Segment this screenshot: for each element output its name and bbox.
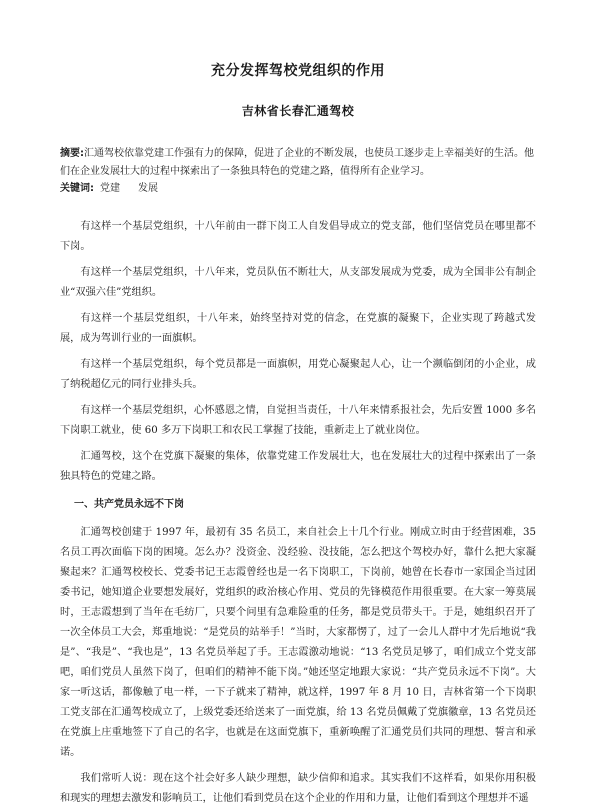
paragraph: 有这样一个基层党组织，十八年来，始终坚持对党的信念，在党旗的凝聚下，企业实现了跨越式发展，成为驾训行业的一面旗帜。 bbox=[60, 313, 536, 344]
keywords bbox=[60, 181, 536, 197]
abstract-label: 摘要: bbox=[60, 148, 84, 159]
abstract-text: 汇通驾校依靠党建工作强有力的保障，促进了企业的不断发展，也使员工逐步走上幸福美好的生活。他们在企业发展壮大的过程中探索出了一条独具特色的党建之路，值得所有企业学习。 bbox=[60, 148, 534, 177]
article-title: 充分发挥驾校党组织的作用 bbox=[211, 63, 385, 79]
section-heading: 一、共产党员永远不下岗 bbox=[74, 499, 184, 510]
keyword: 党建 bbox=[100, 183, 120, 194]
paragraph: 有这样一个基层党组织，十八年前由一群下岗工人自发倡导成立的党支部，他们坚信党员在哪里都不下岗。 bbox=[60, 221, 536, 252]
article-body bbox=[60, 217, 536, 809]
paragraph: 我们常听人说：现在这个社会好多人缺少理想，缺少信仰和追求。其实我们不这样看，如果你用积极和现实的理想去激发和影响员工，让他们看到党员在这个企业的作用和力量，让他们看到这个理想并不遥 bbox=[60, 773, 536, 804]
paragraph: 有这样一个基层党组织，十八年来，党员队伍不断壮大，从支部发展成为党委，成为全国非公有制企业“双强六佳”党组织。 bbox=[60, 267, 536, 298]
paragraph: 汇通驾校，这个在党旗下凝聚的集体，依靠党建工作发展壮大，也在发展壮大的过程中探索出了一条独具特色的党建之路。 bbox=[60, 451, 536, 482]
paragraph: 有这样一个基层党组织，心怀感恩之情，自觉担当责任，十八年来情系报社会，先后安置 1000 多名下岗职工就业，使 60 多万下岗职工和农民工掌握了技能，重新走上了就业岗位。 bbox=[60, 405, 536, 436]
article-author: 吉林省长春汇通驾校 bbox=[241, 104, 355, 118]
paragraph: 有这样一个基层党组织，每个党员都是一面旗帜，用党心凝聚起人心，让一个濒临倒闭的小企业，成了纳税超亿元的同行业排头兵。 bbox=[60, 359, 536, 390]
keywords-label: 关键词: bbox=[60, 183, 94, 194]
paragraph: 汇通驾校创建于 1997 年，最初有 35 名员工，来自社会上十几个行业。刚成立时由于经营困难，35 名员工再次面临下岗的困境。怎么办？没资金、没经验、没技能，怎么把这个驾校办好，靠什么把大家凝聚起来？汇通驾校校长、党委书记王志霞曾经也是一名下岗职工，下岗前，她曾在长春市一家国企当过团委书记，她知道企业要想发展好，党组织的政治核心作用、党员的先锋模范作用很重要。在大家一筹莫展时，王志霞想到了当年在毛纺厂，只要个问里有急难险重的任务，都是党员带头干。于是，她组织召开了一次全体员工大会，郑重地说：“是党员的站举手！”当时，大家都愣了，过了一会儿人群中才先后地说“我是”、“我是”、“我也是”，13 名党员举起了手。王志霞激动地说：“13 名党员足够了，咱们成立个党支部吧，咱们党员人虽然下岗了，但咱们的精神不能下岗。”她还坚定地跟大家说：“共产党员永远不下岗”。大家一听这话，都像触了电一样，一下子就来了精神，就这样，1997 年 8 月 10 日，吉林省第一个下岗职工党支部在汇通驾校成立了，上级党委还给送来了一面党旗，给 13 名党员佩戴了党旗徽章，13 名党员还在党旗上庄重地签下了自己的名字，也就是在这面党旗下，重新唤醒了汇通党员们共同的理想、誓言和承诺。 bbox=[60, 527, 536, 758]
abstract bbox=[60, 145, 536, 181]
keyword: 发展 bbox=[138, 183, 158, 194]
